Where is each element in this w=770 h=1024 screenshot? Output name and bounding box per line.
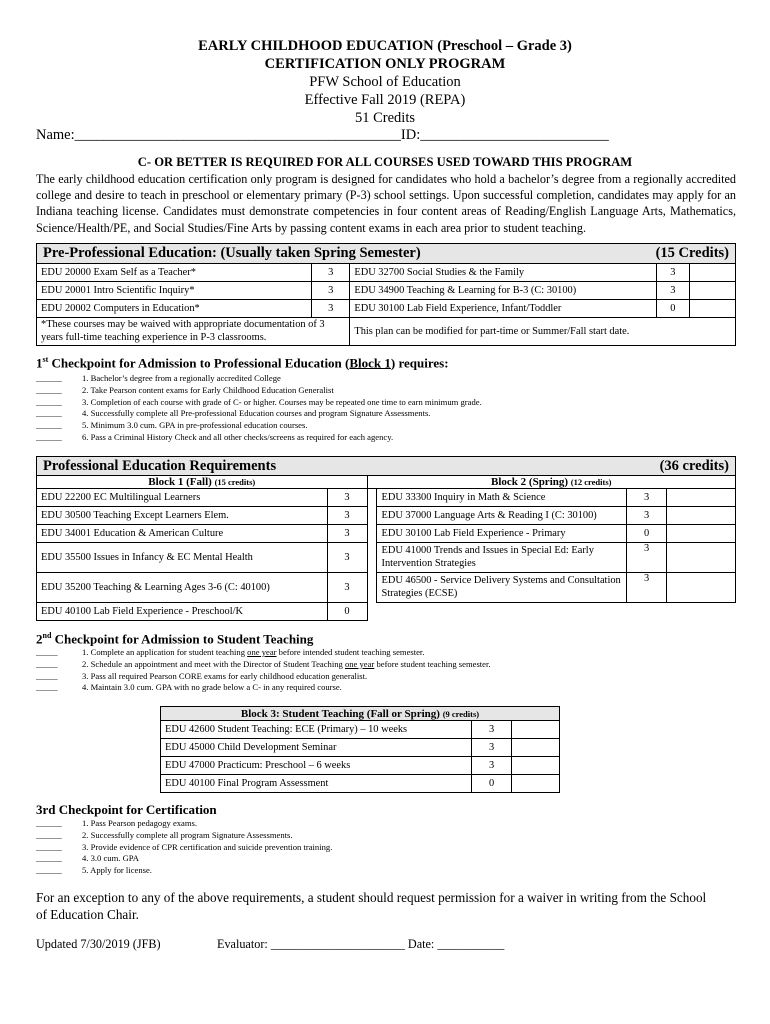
checkbox-blank[interactable]: ______ <box>36 431 62 442</box>
table-row <box>161 757 560 775</box>
checkpoint-1-list <box>36 373 482 444</box>
block-2-heading: Block 2 (Spring) (12 credits) <box>367 476 736 489</box>
pre-professional-header <box>37 244 736 264</box>
professional-credits: (36 credits) <box>659 457 729 474</box>
grade-box[interactable] <box>689 300 735 318</box>
course-name: EDU 20000 Exam Self as a Teacher* <box>37 264 312 282</box>
course-credits: 3 <box>327 543 367 573</box>
course-name: EDU 20001 Intro Scientific Inquiry* <box>37 282 312 300</box>
course-credits: 3 <box>471 721 511 739</box>
list-item: _____ 4. Maintain 3.0 cum. GPA with no grade below a C- in any required course. <box>36 682 342 693</box>
checkpoint-2-list <box>36 647 491 694</box>
course-credits: 3 <box>312 264 350 282</box>
grade-box[interactable] <box>667 573 736 603</box>
course-credits: 3 <box>471 757 511 775</box>
course-credits: 3 <box>627 543 667 573</box>
list-item: _____ 2. Schedule an appointment and meet with the Director of Student Teaching one year before student teaching semester. <box>36 658 491 669</box>
pre-professional-table <box>36 243 736 346</box>
list-item: ______ 1. Bachelor’s degree from a regionally accredited College <box>36 373 281 383</box>
list-item: ______ 3. Provide evidence of CPR certification and suicide prevention training. <box>36 841 333 852</box>
checkbox-blank[interactable]: ______ <box>36 396 62 407</box>
checkbox-blank[interactable]: ______ <box>36 408 62 419</box>
course-credits: 3 <box>327 489 367 507</box>
program-title: EARLY CHILDHOOD EDUCATION (Preschool – Grade 3) <box>198 38 572 54</box>
checkbox-blank[interactable]: ______ <box>36 373 62 383</box>
course-name: EDU 47000 Practicum: Preschool – 6 weeks <box>161 757 472 775</box>
table-row <box>37 264 736 282</box>
course-name: EDU 30100 Lab Field Experience, Infant/Toddler <box>350 300 657 318</box>
course-name: EDU 34900 Teaching & Learning for B-3 (C: 30100) <box>350 282 657 300</box>
course-credits: 0 <box>627 525 667 543</box>
checkpoint-1-heading: 1st Checkpoint for Admission to Professional Education (Block 1) requires: <box>36 355 449 371</box>
checkbox-blank[interactable]: ______ <box>36 865 62 876</box>
block-3-heading: Block 3: Student Teaching (Fall or Spring) (9 credits) <box>161 707 560 721</box>
professional-table <box>36 456 736 621</box>
waiver-note: *These courses may be waived with appropriate documentation of 3 years full-time teaching experience in P-3 classrooms. <box>37 318 350 346</box>
list-item: _____ 1. Complete an application for student teaching one year before intended student teaching semester. <box>36 647 425 657</box>
evaluator-line[interactable]: Evaluator: ______________________ Date: ___________ <box>217 937 505 951</box>
professional-header <box>37 457 736 476</box>
table-row <box>161 775 560 793</box>
list-item: ______ 2. Successfully complete all program Signature Assessments. <box>36 829 293 840</box>
course-credits: 3 <box>471 739 511 757</box>
table-row <box>161 721 560 739</box>
total-credits: 51 Credits <box>354 110 415 126</box>
requirement-banner: C- OR BETTER IS REQUIRED FOR ALL COURSES USED TOWARD THIS PROGRAM <box>137 155 633 169</box>
course-name: EDU 42600 Student Teaching: ECE (Primary) – 10 weeks <box>161 721 472 739</box>
name-field[interactable]: _____________________________________________ <box>74 127 401 143</box>
course-name: EDU 40100 Lab Field Experience - Preschool/K <box>37 603 328 621</box>
course-name: EDU 40100 Final Program Assessment <box>161 775 472 793</box>
block-1-heading: Block 1 (Fall) (15 credits) <box>37 476 368 489</box>
course-name: EDU 45000 Child Development Seminar <box>161 739 472 757</box>
course-name: EDU 22200 EC Multilingual Learners <box>37 489 328 507</box>
id-field[interactable]: __________________________ <box>420 127 609 143</box>
name-id-line <box>36 127 609 144</box>
checkbox-blank[interactable]: ______ <box>36 384 62 395</box>
name-label: Name: <box>36 127 75 143</box>
course-credits: 3 <box>627 489 667 507</box>
course-name: EDU 35500 Issues in Infancy & EC Mental Health <box>37 543 328 573</box>
checkpoint-3-list <box>36 818 332 877</box>
course-name: EDU 32700 Social Studies & the Family <box>350 264 657 282</box>
grade-box[interactable] <box>512 739 560 757</box>
course-credits: 3 <box>657 264 690 282</box>
intro-paragraph: The early childhood education certification only program is designed for candidates who hold a bachelor’s degree from a regionally accredited college and desire to teach in preschool or elementary primary (P-3) school settings. Upon successful completion, candidates may apply for an Indiana teaching license. Candidates must demonstrate competencies in four content areas of Reading/English Language Arts, Mathematics, Science/Health/PE, and Social Studies/Fine Arts by passing content exams in each area prior to student teaching. <box>36 172 736 235</box>
course-name: EDU 33300 Inquiry in Math & Science <box>377 489 627 507</box>
program-subtitle: CERTIFICATION ONLY PROGRAM <box>264 56 506 72</box>
course-credits: 3 <box>627 573 667 603</box>
course-credits: 3 <box>327 525 367 543</box>
plan-note: This plan can be modified for part-time or Summer/Fall start date. <box>350 318 736 346</box>
table-row <box>37 525 736 543</box>
table-row <box>161 739 560 757</box>
list-item: ______ 4. Successfully complete all Pre-professional Education courses and program Signature Assessments. <box>36 408 431 419</box>
pre-professional-title: Pre-Professional Education: (Usually taken Spring Semester) <box>43 245 421 261</box>
list-item: _____ 3. Pass all required Pearson CORE exams for early childhood education generalist. <box>36 670 368 681</box>
course-credits: 3 <box>327 573 367 603</box>
grade-box[interactable] <box>689 264 735 282</box>
course-name: EDU 35200 Teaching & Learning Ages 3-6 (C: 40100) <box>37 573 328 603</box>
course-name: EDU 46500 - Service Delivery Systems and Consultation Strategies (ECSE) <box>377 573 627 603</box>
grade-box[interactable] <box>512 721 560 739</box>
course-credits: 0 <box>327 603 367 621</box>
checkbox-blank[interactable]: _____ <box>36 682 58 693</box>
exception-note: For an exception to any of the above requirements, a student should request permission for a waiver in writing from the School of Education Chair. <box>36 890 707 922</box>
course-credits: 3 <box>312 300 350 318</box>
block-3-table <box>160 706 560 793</box>
checkbox-blank[interactable]: ______ <box>36 829 62 840</box>
checkbox-blank[interactable]: ______ <box>36 818 62 828</box>
checkpoint-2-heading: 2nd Checkpoint for Admission to Student Teaching <box>36 631 314 647</box>
school-name: PFW School of Education <box>309 74 461 90</box>
list-item: ______ 6. Pass a Criminal History Check and all other checks/screens as required for each agency. <box>36 431 394 442</box>
list-item: ______ 5. Minimum 3.0 cum. GPA in pre-professional education courses. <box>36 420 308 431</box>
professional-title: Professional Education Requirements <box>43 457 277 474</box>
course-name: EDU 37000 Language Arts & Reading I (C: 30100) <box>377 507 627 525</box>
table-row <box>37 300 736 318</box>
checkbox-blank[interactable]: _____ <box>36 670 58 681</box>
table-row <box>37 603 736 621</box>
checkbox-blank[interactable]: _____ <box>36 658 58 669</box>
grade-box[interactable] <box>689 282 735 300</box>
course-credits: 3 <box>327 507 367 525</box>
checkpoint-3-heading: 3rd Checkpoint for Certification <box>36 802 217 817</box>
table-row <box>37 573 736 603</box>
list-item: ______ 1. Pass Pearson pedagogy exams. <box>36 818 198 828</box>
grade-box[interactable] <box>512 775 560 793</box>
grade-box[interactable] <box>667 507 736 525</box>
checkbox-blank[interactable]: _____ <box>36 647 58 657</box>
effective-date: Effective Fall 2019 (REPA) <box>304 92 466 108</box>
grade-box[interactable] <box>512 757 560 775</box>
pre-professional-credits: (15 Credits) <box>655 245 729 261</box>
table-row <box>37 507 736 525</box>
table-row <box>37 543 736 573</box>
checkbox-blank[interactable]: ______ <box>36 841 62 852</box>
grade-box[interactable] <box>667 525 736 543</box>
course-name: EDU 30100 Lab Field Experience - Primary <box>377 525 627 543</box>
list-item: ______ 5. Apply for license. <box>36 865 152 876</box>
grade-box[interactable] <box>667 543 736 573</box>
table-row <box>37 489 736 507</box>
updated-date: Updated 7/30/2019 (JFB) <box>36 937 161 951</box>
list-item: ______ 4. 3.0 cum. GPA <box>36 853 139 864</box>
table-row <box>37 318 736 346</box>
id-label: ID: <box>400 127 421 143</box>
course-credits: 0 <box>471 775 511 793</box>
course-name: EDU 34001 Education & American Culture <box>37 525 328 543</box>
course-credits: 3 <box>312 282 350 300</box>
course-name: EDU 20002 Computers in Education* <box>37 300 312 318</box>
course-credits: 3 <box>627 507 667 525</box>
checkbox-blank[interactable]: ______ <box>36 420 62 431</box>
course-credits: 0 <box>657 300 690 318</box>
course-name: EDU 30500 Teaching Except Learners Elem. <box>37 507 328 525</box>
list-item: ______ 3. Completion of each course with grade of C- or higher. Courses may be repeated one time to earn minimum grade. <box>36 396 482 407</box>
checkbox-blank[interactable]: ______ <box>36 853 62 864</box>
course-name: EDU 41000 Trends and Issues in Special Ed: Early Intervention Strategies <box>377 543 627 573</box>
course-credits: 3 <box>657 282 690 300</box>
table-row <box>37 282 736 300</box>
list-item: ______ 2. Take Pearson content exams for Early Childhood Education Generalist <box>36 384 334 395</box>
grade-box[interactable] <box>667 489 736 507</box>
